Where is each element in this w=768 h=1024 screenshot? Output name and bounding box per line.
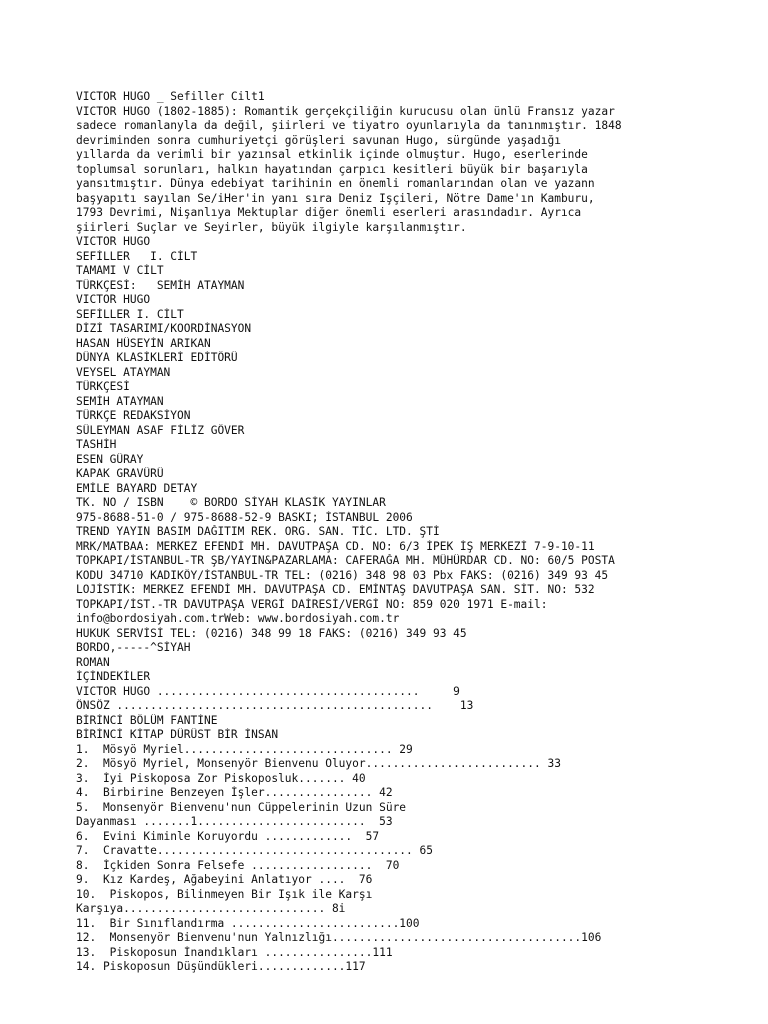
biography-line: yansıtmıştır. Dünya edebiyat tarihinin en önemli romanlarından olan ve yazann bbox=[76, 177, 595, 190]
credit-line: TÜRKÇE REDAKSİYON bbox=[76, 409, 191, 422]
credit-line: ROMAN bbox=[76, 655, 110, 669]
biography-line: VICTOR HUGO (1802-1885): Romantik gerçekçiliğin kurucusu olan ünlü Fransız yazar bbox=[76, 104, 615, 118]
credit-line: TASHİH bbox=[76, 438, 117, 451]
credit-line: EMİLE BAYARD DETAY bbox=[76, 481, 198, 495]
credit-line: TAMAMI V CİLT bbox=[76, 264, 164, 277]
credit-line: TÜRKÇESİ: SEMİH ATAYMAN bbox=[76, 278, 245, 292]
biography-line: devriminden sonra cumhuriyetçi görüşleri savunan Hugo, sürgünde yaşadığı bbox=[76, 133, 561, 147]
credit-line: HUKUK SERVİSİ TEL: (0216) 348 99 18 FAKS: (0216) 349 93 45 bbox=[76, 626, 467, 640]
credit-line: VEYSEL ATAYMAN bbox=[76, 365, 171, 379]
credit-line: MRK/MATBAA: MERKEZ EFENDİ MH. DAVUTPAŞA CD. NO: 6/3 İPEK İŞ MERKEZİ 7-9-10-11 bbox=[76, 539, 595, 553]
credit-line: info@bordosiyah.com.trWeb: www.bordosiyah.com.tr bbox=[76, 612, 400, 625]
biography-line: toplumsal sorunları, halkın hayatından çarpıcı kesitleri büyük bir başarıyla bbox=[76, 162, 588, 176]
credit-line: VICTOR HUGO bbox=[76, 235, 151, 248]
toc-entry-line: 4. Birbirine Benzeyen İşler................ 42 bbox=[76, 786, 393, 799]
toc-entry-line: 14. Piskoposun Düşündükleri.............117 bbox=[76, 960, 366, 973]
biography-line: sadece romanlanyla da değil, şiirleri ve tiyatro oyunlarıyla da tanınmıştır. 1848 bbox=[76, 119, 622, 132]
credit-line: TREND YAYIN BASIM DAĞITIM REK. ORG. SAN. TİC. LTD. ŞTİ bbox=[76, 525, 440, 538]
toc-entry-line: 11. Bir Sınıflandırma .........................100 bbox=[76, 916, 420, 930]
credit-line: 975-8688-51-0 / 975-8688-52-9 BASKI; İSTANBUL 2006 bbox=[76, 510, 413, 524]
toc-entry-line: 2. Mösyö Myriel, Monsenyör Bienvenu Oluyor.......................... 33 bbox=[76, 757, 561, 770]
biography-line: şiirleri Suçlar ve Seyirler, büyük ilgiyle karşılanmıştır. bbox=[76, 220, 467, 234]
biography-line: başyapıtı sayılan Se/iHer'in yanı sıra Deniz Işçileri, Nötre Dame'ın Kamburu, bbox=[76, 191, 595, 205]
credit-line: SÜLEYMAN ASAF FİLİZ GÖVER bbox=[76, 423, 245, 437]
credit-line: TÜRKÇESİ bbox=[76, 380, 130, 393]
credit-line: LOJİSTİK: MERKEZ EFENDİ MH. DAVUTPAŞA CD. EMİNTAŞ DAVUTPAŞA SAN. SİT. NO: 532 bbox=[76, 583, 595, 596]
credit-line: ESEN GÜRAY bbox=[76, 452, 144, 466]
credit-line: VICTOR HUGO bbox=[76, 293, 151, 306]
credit-line: SEMİH ATAYMAN bbox=[76, 394, 164, 408]
toc-entry-line: 1. Mösyö Myriel............................... 29 bbox=[76, 742, 413, 756]
toc-entry-line: 9. Kız Kardeş, Ağabeyini Anlatıyor .... 76 bbox=[76, 873, 373, 886]
credit-line: TOPKAPI/İST.-TR DAVUTPAŞA VERGİ DAİRESİ/VERGİ NO: 859 020 1971 E-mail: bbox=[76, 597, 548, 611]
credit-line: KODU 34710 KADIKÖY/İSTANBUL-TR TEL: (0216) 348 98 03 Pbx FAKS: (0216) 349 93 45 bbox=[76, 568, 609, 582]
credit-line: DÜNYA KLASİKLERİ EDİTÖRÜ bbox=[76, 351, 238, 364]
toc-entry-line: ÖNSÖZ ............................................... 13 bbox=[76, 699, 474, 712]
credit-line: BORDO,-----^SİYAH bbox=[76, 641, 191, 654]
toc-entry-line: BİRİNCİ KİTAP DÜRÜST BİR İNSAN bbox=[76, 728, 279, 741]
toc-entry-line: BİRİNCİ BÖLÜM FANTİNE bbox=[76, 713, 218, 727]
toc-entry-line: Dayanması .......1......................... 53 bbox=[76, 815, 393, 828]
credit-line: TK. NO / ISBN © BORDO SİYAH KLASİK YAYINLAR bbox=[76, 496, 386, 509]
toc-entry-line: VICTOR HUGO ....................................... 9 bbox=[76, 684, 460, 698]
credit-line: KAPAK GRAVÜRÜ bbox=[76, 467, 164, 480]
toc-entry-line: 10. Piskopos, Bilinmeyen Bir Işık ile Karşı bbox=[76, 887, 373, 901]
credit-line: SEFİLLER I. CİLT bbox=[76, 307, 184, 321]
toc-entry-line: Karşıya.............................. 8i bbox=[76, 902, 346, 915]
biography-line: 1793 Devrimi, Nişanlıya Mektuplar diğer önemli eserleri arasındadır. Ayrıca bbox=[76, 206, 582, 219]
toc-entry-line: 3. İyi Piskoposa Zor Piskoposluk....... 40 bbox=[76, 771, 366, 785]
credit-line: DİZİ TASARIMI/KOORDİNASYON bbox=[76, 322, 252, 335]
toc-entry-line: 5. Monsenyör Bienvenu'nun Cüppelerinin Uzun Süre bbox=[76, 800, 407, 814]
toc-entry-line: 8. İçkiden Sonra Felsefe .................. 70 bbox=[76, 858, 400, 872]
document-header: VICTOR HUGO _ Sefiller Cilt1 bbox=[76, 90, 265, 103]
credit-line: HASAN HÜSEYİN ARIKAN bbox=[76, 336, 211, 350]
biography-line: yıllarda da verimli bir yazınsal etkinlik içinde olmuştur. Hugo, eserlerinde bbox=[76, 148, 588, 161]
toc-entry-line: 7. Cravatte...................................... 65 bbox=[76, 844, 433, 857]
toc-entry-line: İÇİNDEKİLER bbox=[76, 670, 151, 683]
credit-line: TOPKAPI/İSTANBUL-TR ŞB/YAYIN&PAZARLAMA: CAFERAĞA MH. MÜHÜRDAR CD. NO: 60/5 POSTA bbox=[76, 554, 615, 567]
credit-line: SEFİLLER I. CİLT bbox=[76, 249, 198, 263]
toc-entry-line: 12. Monsenyör Bienvenu'nun Yalnızlığı.....................................106 bbox=[76, 931, 602, 944]
toc-entry-line: 13. Piskoposun İnandıkları ................111 bbox=[76, 945, 393, 959]
toc-entry-line: 6. Evini Kiminle Koruyordu ............. 57 bbox=[76, 829, 380, 843]
